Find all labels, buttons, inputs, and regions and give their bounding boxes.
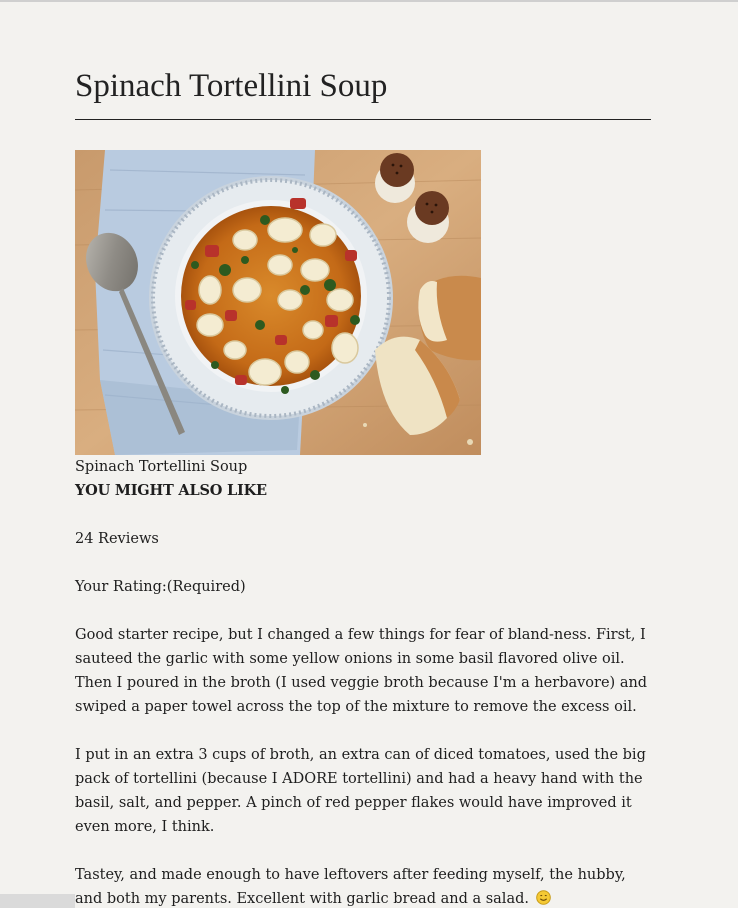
review-paragraph: I put in an extra 3 cups of broth, an extra can of diced tomatoes, used the big pack of tortellini (because I ADORE tortellini) and had a heavy hand with the basil, salt, and pepper. A pinch of red pepper flakes would have improved it even more, I think. [75, 747, 646, 835]
review-paragraph: Good starter recipe, but I changed a few things for fear of bland-ness. First, I sauteed the garlic with some yellow onions in some basil flavored olive oil. Then I poured in the broth (I used veggie broth because I'm a herbavore) and swiped a paper towel across the top of the mixture to remove the excess oil. [75, 627, 648, 715]
horizontal-scrollbar[interactable] [0, 894, 75, 908]
review-paragraph-last [75, 863, 655, 908]
recipe-body [75, 455, 655, 908]
reviews-count[interactable]: 24 Reviews [75, 531, 159, 547]
photo-caption: Spinach Tortellini Soup [75, 459, 248, 475]
title-divider [75, 119, 651, 120]
window-top-edge [0, 0, 738, 2]
recipe-photo [75, 150, 481, 455]
rating-prompt: Your Rating:(Required) [75, 579, 246, 595]
also-like-heading: YOU MIGHT ALSO LIKE [75, 482, 267, 499]
review-paragraph-text: Tastey, and made enough to have leftovers after feeding myself, the hubby, and both my parents. Excellent with garlic bread and a salad. [75, 867, 626, 907]
smiley-icon [536, 890, 551, 905]
review-text [75, 623, 655, 908]
page-title: Spinach Tortellini Soup [75, 68, 388, 104]
